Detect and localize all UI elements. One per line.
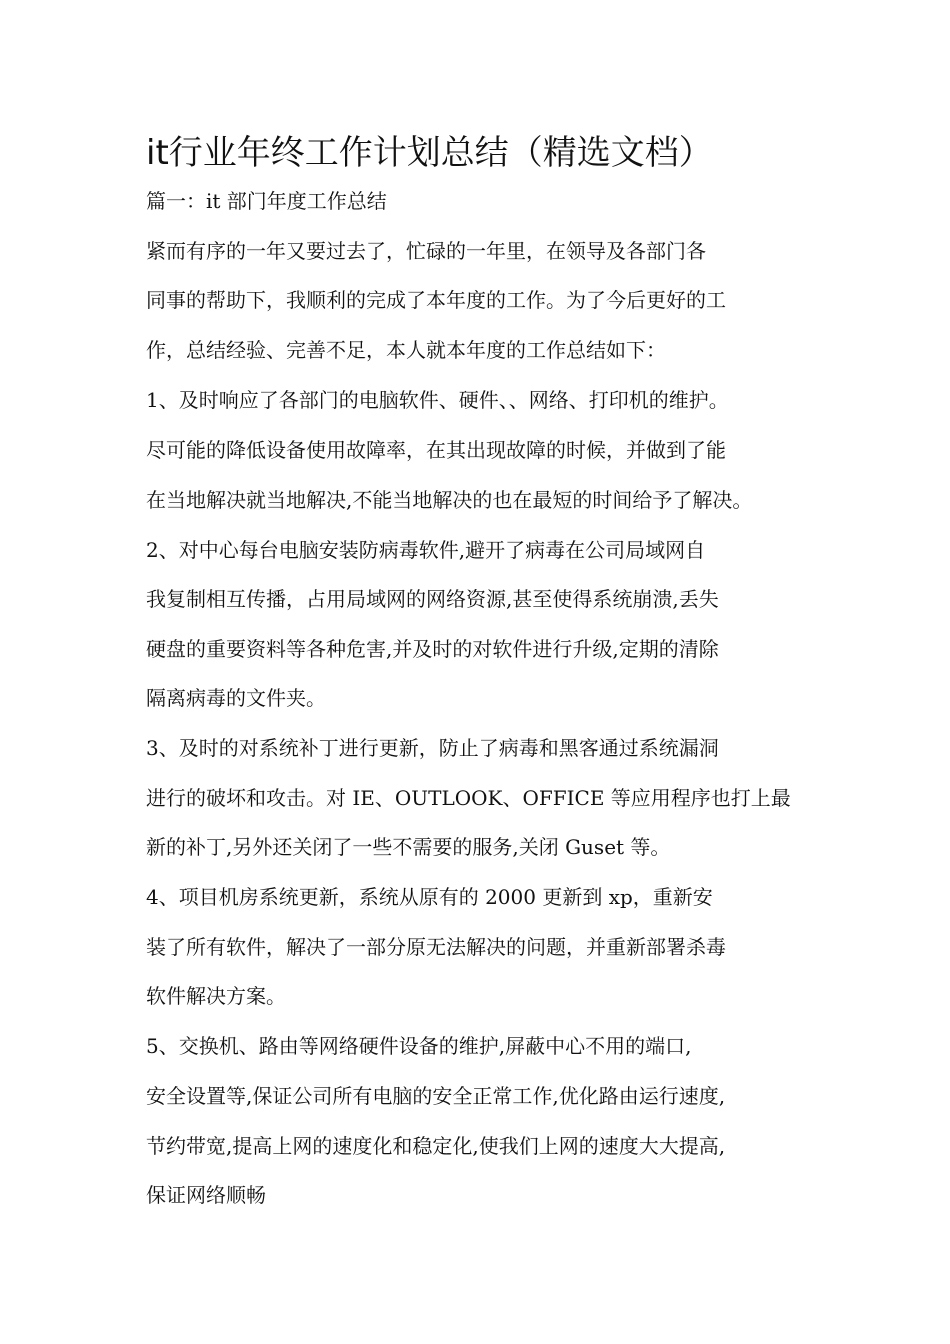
body-line: 进行的破坏和攻击。对 IE、OUTLOOK、OFFICE 等应用程序也打上最	[146, 786, 791, 810]
body-line: 1、及时响应了各部门的电脑软件、硬件、、网络、打印机的维护。	[146, 388, 729, 412]
body-line: 同事的帮助下，我顺利的完成了本年度的工作。为了今后更好的工	[146, 288, 726, 312]
body-line: 节约带宽,提高上网的速度化和稳定化,使我们上网的速度大大提高,	[146, 1134, 726, 1158]
body-line: 隔离病毒的文件夹。	[146, 686, 326, 710]
body-line: 硬盘的重要资料等各种危害,并及时的对软件进行升级,定期的清除	[146, 637, 719, 661]
section-heading: 篇一：it 部门年度工作总结	[146, 189, 387, 213]
document-title: it行业年终工作计划总结（精选文档）	[146, 133, 713, 173]
body-line: 3、及时的对系统补丁进行更新，防止了病毒和黑客通过系统漏洞	[146, 736, 719, 760]
body-line: 我复制相互传播，占用局域网的网络资源,甚至使得系统崩溃,丢失	[146, 587, 719, 611]
body-line: 安全设置等,保证公司所有电脑的安全正常工作,优化路由运行速度,	[146, 1084, 726, 1108]
body-line: 装了所有软件，解决了一部分原无法解决的问题，并重新部署杀毒	[146, 935, 726, 959]
body-line: 作，总结经验、完善不足，本人就本年度的工作总结如下：	[146, 338, 666, 362]
body-line: 保证网络顺畅	[146, 1183, 266, 1207]
body-line: 2、对中心每台电脑安装防病毒软件,避开了病毒在公司局域网自	[146, 538, 706, 562]
body-line: 在当地解决就当地解决,不能当地解决的也在最短的时间给予了解决。	[146, 488, 753, 512]
body-line: 4、项目机房系统更新，系统从原有的 2000 更新到 xp，重新安	[146, 885, 713, 909]
body-line: 尽可能的降低设备使用故障率，在其出现故障的时候，并做到了能	[146, 438, 726, 462]
body-line: 紧而有序的一年又要过去了，忙碌的一年里，在领导及各部门各	[146, 239, 706, 263]
body-line: 5、交换机、路由等网络硬件设备的维护,屏蔽中心不用的端口,	[146, 1034, 692, 1058]
body-line: 新的补丁,另外还关闭了一些不需要的服务,关闭 Guset 等。	[146, 835, 671, 859]
body-line: 软件解决方案。	[146, 984, 286, 1008]
